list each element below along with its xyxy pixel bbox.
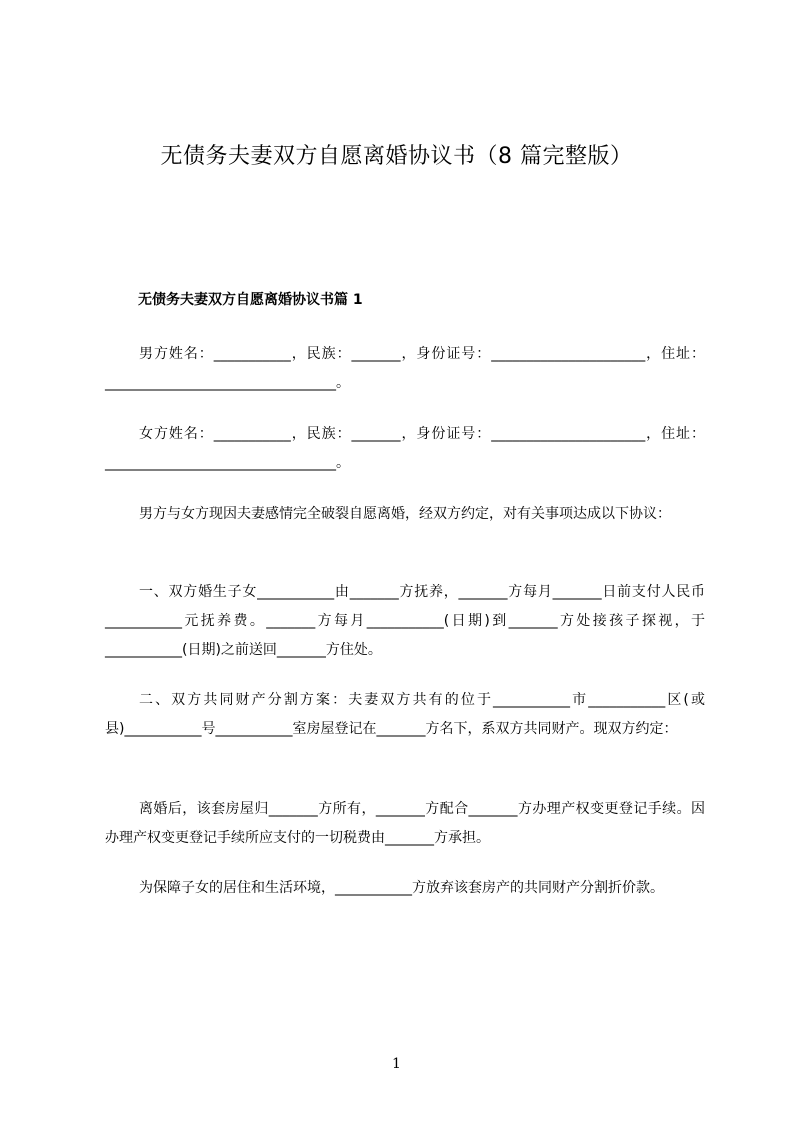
paragraph-female-party-info: 女方姓名：___________，民族：_______，身份证号：______________________，住址：_________________________________。 <box>105 426 705 471</box>
document-title: 无债务夫妻双方自愿离婚协议书（8 篇完整版） <box>160 144 633 169</box>
paragraph-property-division: 二、双方共同财产分割方案：夫妻双方共有的位于___________市___________区(或县)___________号___________室房屋登记在_______方名下，系双方共同财产。现双方约定： <box>105 692 705 737</box>
paragraph-agreement-intro: 男方与女方现因夫妻感情完全破裂自愿离婚，经双方约定，对有关事项达成以下协议： <box>139 506 671 522</box>
section-heading: 无债务夫妻双方自愿离婚协议书篇 1 <box>138 292 363 308</box>
paragraph-property-ownership: 离婚后，该套房屋归_______方所有，_______方配合_______方办理产权变更登记手续。因办理产权变更登记手续所应支付的一切税费由_______方承担。 <box>105 801 705 846</box>
page-number: 1 <box>392 1056 401 1072</box>
paragraph-child-custody: 一、双方婚生子女___________由_______方抚养，_______方每月_______日前支付人民币___________元抚养费。_______方每月___________(日期)到_______方处接孩子探视，于___________(日期)之前送回_______方住处。 <box>105 584 705 658</box>
paragraph-property-waiver: 为保障子女的居住和生活环境，___________方放弃该套房产的共同财产分割折价款。 <box>139 880 664 896</box>
paragraph-male-party-info: 男方姓名：___________，民族：_______，身份证号：______________________，住址：_________________________________。 <box>105 346 705 391</box>
